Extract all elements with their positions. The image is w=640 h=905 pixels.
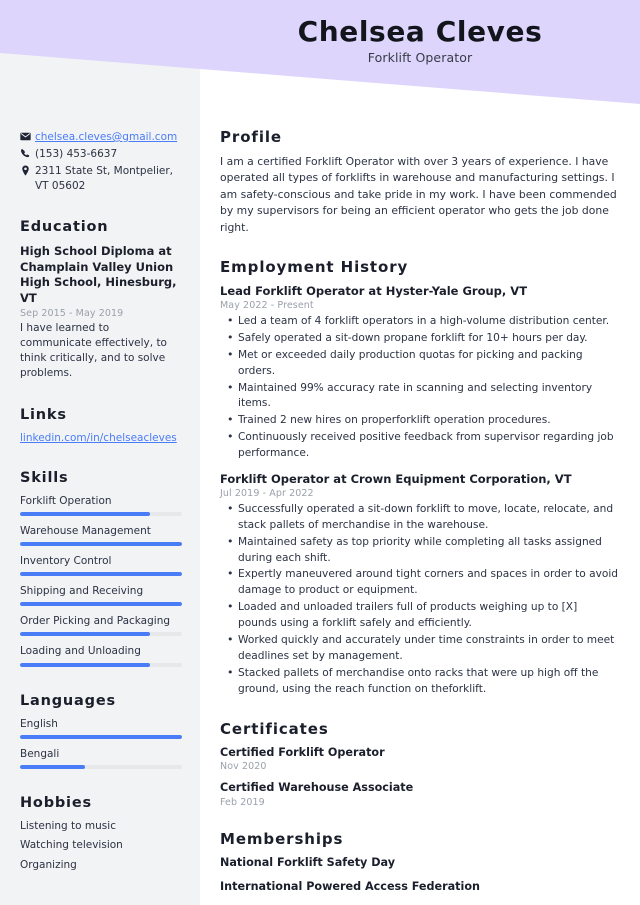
skill-bar-fill (20, 572, 182, 576)
skill-bar-track (20, 572, 182, 576)
memberships-heading: Memberships (220, 829, 344, 848)
skill-item (20, 645, 182, 666)
profile-text: I am a certified Forklift Operator with over 3 years of experience. I have operated all types of forklifts in warehouse and manufacturing settings. I am safety-conscious and take pride in my work. I have been commended by my supervisors for being an efficient operator who gets the job done right. (220, 155, 617, 234)
job-bullet: • Expertly maneuvered around tight corners and spaces in order to avoid damage to product or equipment. (238, 567, 618, 599)
education-item-dates: Sep 2015 - May 2019 (20, 308, 124, 320)
languages-section (20, 693, 182, 769)
languages-heading: Languages (20, 692, 116, 709)
skill-bar-fill (20, 542, 182, 546)
hobby-item: Watching television (20, 839, 123, 852)
language-item (20, 718, 182, 739)
contact-block (20, 130, 182, 193)
certificates-section (220, 720, 618, 808)
education-section (20, 219, 182, 381)
envelope-icon (20, 130, 35, 142)
skill-item (20, 495, 182, 516)
job-bullet: • Loaded and unloaded trailers full of products weighing up to [X] pounds using a forklift safely and efficiently. (238, 600, 618, 632)
job-title: Forklift Operator at Crown Equipment Corporation, VT (220, 471, 572, 486)
location-pin-icon (20, 164, 35, 176)
certificate-item (220, 781, 618, 808)
candidate-job-title: Forklift Operator (367, 50, 473, 66)
links-list (20, 432, 182, 444)
header-title-block (200, 16, 640, 65)
link-item-linkedin[interactable]: linkedin.com/in/chelseacleves (20, 431, 177, 444)
skill-item (20, 555, 182, 576)
education-heading: Education (20, 218, 109, 235)
skill-bar-fill (20, 512, 150, 516)
certificate-dates: Nov 2020 (220, 761, 267, 773)
hobby-item: Organizing (20, 859, 77, 872)
skill-bar-track (20, 512, 182, 516)
skill-label: Forklift Operation (20, 494, 112, 507)
job-bullet: • Met or exceeded daily production quotas for picking and packing orders. (238, 348, 618, 380)
skill-item (20, 585, 182, 606)
skill-bar-track (20, 663, 182, 667)
hobbies-list (20, 820, 182, 873)
skill-label: Shipping and Receiving (20, 585, 144, 598)
skill-item (20, 615, 182, 636)
hobbies-heading: Hobbies (20, 794, 92, 811)
education-item (20, 244, 182, 381)
job-dates: Jul 2019 - Apr 2022 (220, 487, 314, 499)
skill-bar-fill (20, 602, 182, 606)
contact-address: 2311 State St, Montpelier, VT 05602 (35, 165, 173, 192)
membership-item: International Powered Access Federation (220, 880, 481, 894)
skill-label: Warehouse Management (20, 524, 151, 537)
profile-heading: Profile (220, 128, 282, 146)
hobby-item: Listening to music (20, 819, 116, 832)
employment-job (220, 472, 618, 698)
job-bullet: • Maintained 99% accuracy rate in scanning and selecting inventory items. (238, 381, 618, 413)
job-bullet: • Maintained safety as top priority while completing all tasks assigned during each shift. (238, 535, 618, 567)
contact-row-phone (20, 147, 182, 161)
skill-label: Loading and Unloading (20, 645, 141, 658)
sidebar (0, 130, 200, 879)
candidate-name: Chelsea Cleves (297, 15, 543, 48)
contact-email[interactable] (35, 130, 182, 144)
language-label: Bengali (20, 747, 60, 760)
education-item-description: I have learned to communicate effectively, to think critically, and to solve problems. (20, 322, 167, 379)
certificate-item (220, 746, 618, 773)
certificate-title: Certified Warehouse Associate (220, 781, 414, 795)
skill-bar-track (20, 632, 182, 636)
employment-job (220, 284, 618, 462)
skill-bar-fill (20, 663, 150, 667)
skills-heading: Skills (20, 469, 69, 486)
skill-bar-track (20, 602, 182, 606)
links-heading: Links (20, 406, 67, 423)
hobbies-section (20, 795, 182, 873)
skill-label: Inventory Control (20, 555, 112, 567)
contact-row-address (20, 164, 182, 192)
job-bullet: • Stacked pallets of merchandise onto racks that were up high off the ground, using the reach function on theforklift. (238, 666, 618, 698)
employment-heading: Employment History (220, 258, 409, 277)
skills-list (20, 495, 182, 667)
language-bar-track (20, 765, 182, 769)
job-bullets (220, 502, 618, 698)
main-column (200, 128, 640, 905)
certificates-heading: Certificates (220, 719, 329, 738)
contact-phone: (153) 453-6637 (35, 148, 118, 161)
language-bar-fill (20, 765, 85, 769)
phone-icon (20, 147, 35, 159)
membership-item: National Forklift Safety Day (220, 855, 396, 869)
skill-bar-track (20, 542, 182, 546)
certificate-dates: Feb 2019 (220, 796, 265, 808)
skill-label: Order Picking and Packaging (20, 615, 171, 628)
job-bullet: • Worked quickly and accurately under time constraints in order to meet deadlines set by management. (238, 633, 618, 665)
skill-bar-fill (20, 632, 150, 636)
job-title: Lead Forklift Operator at Hyster-Yale Group, VT (220, 284, 528, 299)
skill-item (20, 525, 182, 546)
skills-section (20, 470, 182, 667)
languages-list (20, 718, 182, 769)
language-label: English (20, 717, 58, 730)
language-bar-track (20, 735, 182, 739)
education-item-title: High School Diploma at Champlain Valley Union High School, Hinesburg, VT (20, 243, 177, 306)
language-bar-fill (20, 735, 182, 739)
job-dates: May 2022 - Present (220, 299, 314, 311)
job-bullet: • Continuously received positive feedback from supervisor regarding job performance. (238, 430, 618, 462)
language-item (20, 748, 182, 769)
contact-row-email[interactable] (20, 130, 182, 144)
job-bullet: • Successfully operated a sit-down forklift to move, locate, relocate, and stack pallets of merchandise in the warehouse. (238, 502, 618, 534)
links-section (20, 407, 182, 444)
certificate-title: Certified Forklift Operator (220, 745, 385, 759)
memberships-section (220, 830, 618, 895)
profile-section (220, 128, 618, 236)
employment-section (220, 258, 618, 698)
contact-email-link[interactable]: chelsea.cleves@gmail.com (35, 131, 178, 143)
job-bullet: • Trained 2 new hires on properforklift operation procedures. (238, 413, 618, 429)
job-bullet: • Led a team of 4 forklift operators in a high-volume distribution center. (238, 314, 618, 330)
job-bullet: • Safely operated a sit-down propane forklift for 10+ hours per day. (238, 331, 618, 347)
job-bullets (220, 314, 618, 462)
